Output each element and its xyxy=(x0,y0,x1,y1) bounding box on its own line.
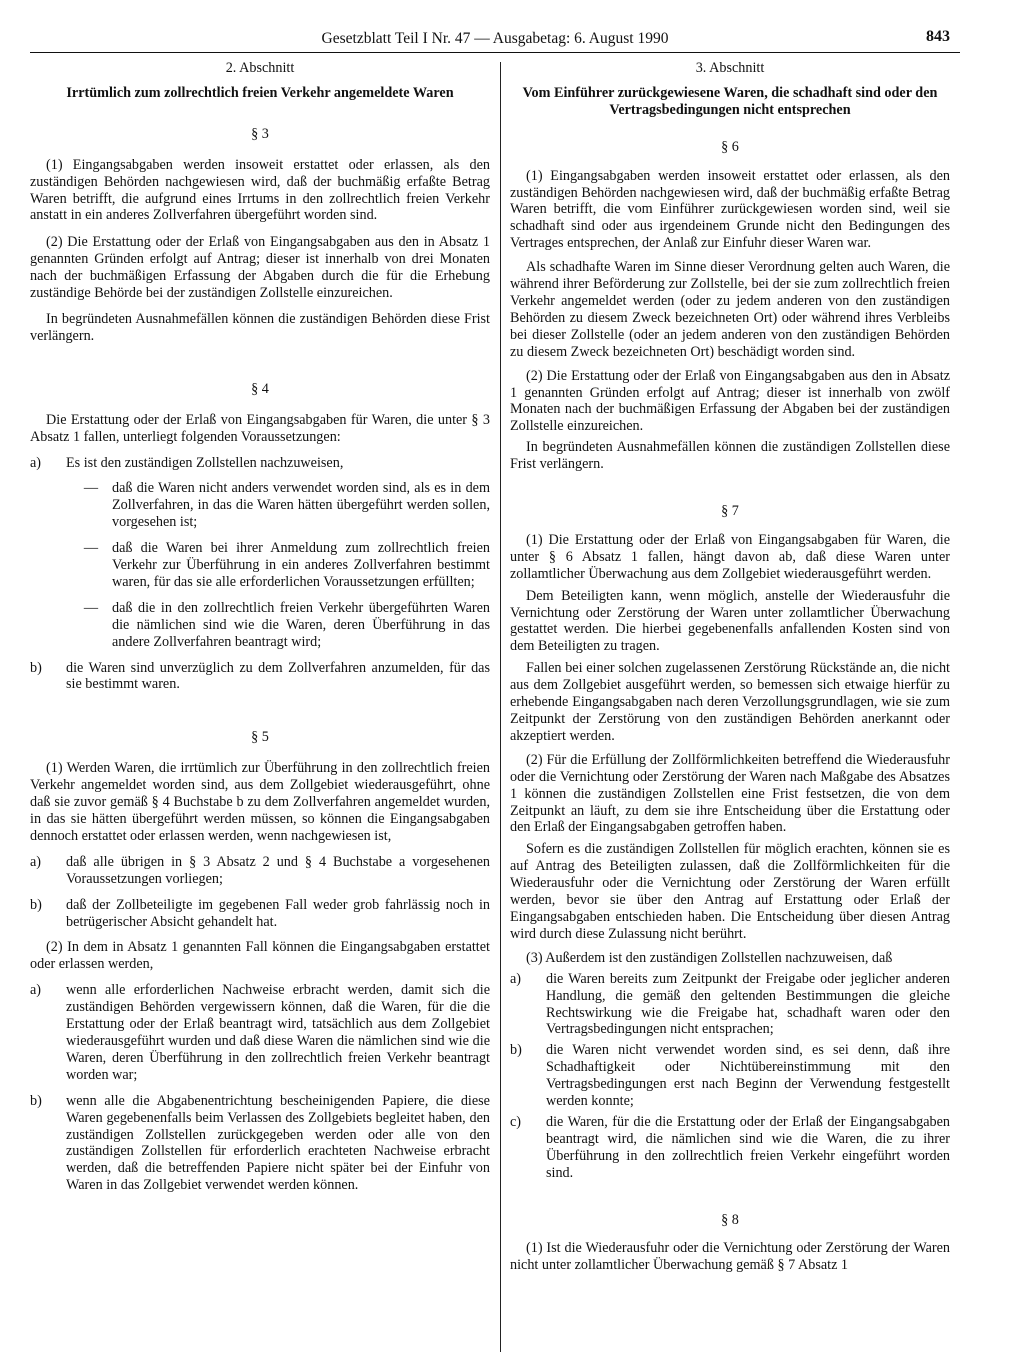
item-label: a) xyxy=(510,970,522,987)
paragraph-sign: § 7 xyxy=(721,503,739,520)
paragraph-text: (2) Die Erstattung oder der Erlaß von Eingangsabgaben aus den in Absatz 1 genannten Gründen erfolgt auf Antrag; dieser ist innerhalb von zwölf Monaten nach der buchmäßigen Erfassung der Abgaben bei der zuständigen Zollstelle einzureichen. xyxy=(510,367,950,435)
paragraph-text: In begründeten Ausnahmefällen können die zuständigen Zollstellen diese Frist verlängern. xyxy=(510,439,950,473)
paragraph-text: Als schadhafte Waren im Sinne dieser Verordnung gelten auch Waren, die während ihrer Beförderung zur Zollstelle, bei der sie zum zollrechtlich freien Verkehr angemeldet werden (oder zu jedem anderen von den zuständigen Behörden zu diesem Zweck bezeichneten Ort) oder während ihres Verbleibs bei dieser Zollstelle (oder an jedem anderen von den zuständigen Behörden zu diesem Zweck bezeichneten Ort) beschädigt worden sind. xyxy=(510,259,950,360)
item-label: a) xyxy=(30,853,42,870)
list-item xyxy=(30,1093,490,1194)
right-column xyxy=(510,60,950,1274)
item-label: b) xyxy=(30,1092,42,1109)
item-text: die Waren, für die die Erstattung oder der Erlaß der Eingangsabgaben beantragt wird, die nämlichen sind wie die Waren, die zu ihrer Überführung in den zollrechtlich freien Verkehr eingeführt worden sind. xyxy=(546,1113,950,1181)
item-text: die Waren nicht verwendet worden sind, es sei denn, daß ihre Schadhaftigkeit oder Nichtübereinstimmung mit den Vertragsbedingungen erst nach Beginn der Verwendung festgestellt werden konnte; xyxy=(546,1042,950,1110)
dash-label: — xyxy=(83,599,99,616)
item-text: die Waren bereits zum Zeitpunkt der Freigabe oder jeglicher anderen Handlung, die gemäß den geltenden Bestimmungen die gleiche Rechtswirkung wie die Freigabe hat, schadhaft waren oder den Vertragsbedingungen nicht entsprachen; xyxy=(546,970,950,1038)
paragraph-sign: § 8 xyxy=(721,1211,739,1228)
page-number: 843 xyxy=(926,28,950,45)
item-text: wenn alle erforderlichen Nachweise erbracht werden, damit sich die zuständigen Behörden vergewissern können, daß die Waren, für die die Erstattung oder der Erlaß beantragt wird, tatsächlich aus dem Zollgebiet wiederausgeführt wurden und daß diese Waren die nämlichen sind wie die Waren, deren Überführung in den zollrechtlich freien Verkehr beantragt worden war; xyxy=(66,982,490,1083)
dash-item xyxy=(70,600,490,651)
paragraph-text: Dem Beteiligten kann, wenn möglich, anstelle der Wiederausfuhr die Vernichtung oder Zerstörung der Waren unter zollamtlicher Überwachung gestattet werden. Die hierbei gegebenenfalls anfallenden Kosten sind von dem Beteiligten zu tragen. xyxy=(510,587,950,655)
list-item xyxy=(30,854,490,888)
paragraph-text: (2) In dem in Absatz 1 genannten Fall können die Eingangsabgaben erstattet oder erlassen werden, xyxy=(30,939,490,973)
item-label: c) xyxy=(510,1113,522,1130)
paragraph-text: (2) Die Erstattung oder der Erlaß von Eingangsabgaben aus den in Absatz 1 genannten Gründen erfolgt auf Antrag; dieser ist innerhalb von drei Monaten nach der buchmäßigen Erfassung der Abgaben durch die für die Erhebung zuständige Behörde bei der zuständigen Zollstelle einzureichen. xyxy=(30,234,490,302)
item-text: Es ist den zuständigen Zollstellen nachzuweisen, xyxy=(66,454,344,471)
paragraph-sign: § 3 xyxy=(251,125,269,142)
paragraph-text: (1) Eingangsabgaben werden insoweit erstattet oder erlassen, als den zuständigen Behörden nachgewiesen wird, daß der buchmäßig erfaßte Betrag Waren betrifft, die aufgrund eines Irrtums in den zollrechtlich freien Verkehr anstatt in ein anderes Zollverfahren übergeführt worden sind. xyxy=(30,156,490,224)
list-item xyxy=(30,455,490,472)
paragraph-text: Fallen bei einer solchen zugelassenen Zerstörung Rückstände an, die nicht aus dem Zollgebiet ausgeführt werden, so bemessen sich etwaige hierfür zu erhebende Eingangsabgaben nach deren Verzollungsgrundlagen, wie sie zum Zeitpunkt der Zerstörung von den zuständigen Behörden anerkannt oder akzeptiert werden. xyxy=(510,660,950,744)
paragraph-text: (1) Eingangsabgaben werden insoweit erstattet oder erlassen, als den zuständigen Behörden nachgewiesen wird, daß der buchmäßig erfaßte Betrag Waren betrifft, die vom Einführer zurückgewiesen worden sind, weil sie schadhaft sind oder aus irgendeinem Grunde nicht den Bedingungen des Vertrages entsprechen, der Anlaß zur Einfuhr dieser Waren war. xyxy=(510,167,950,252)
item-text: wenn alle die Abgabenentrichtung bescheinigenden Papiere, die diese Waren gegebenenfalls beim Verlassen des Zollgebiets begleitet haben, den zuständigen Zollstellen zurückgegeben werden oder alle von den zuständigen Zollstellen für erforderlich erachteten Nachweise erbracht werden, daß die betreffenden Papiere nicht später bei der Einfuhr von Waren in das Zollgebiet verwendet werden können. xyxy=(66,1092,490,1194)
item-label: a) xyxy=(30,982,42,999)
list-item xyxy=(30,982,490,1083)
item-label: a) xyxy=(30,454,42,471)
list-item xyxy=(510,1042,950,1110)
section-number: 2. Abschnitt xyxy=(225,60,295,76)
list-item xyxy=(510,1114,950,1182)
section-title: Irrtümlich zum zollrechtlich freien Verkehr angemeldete Waren xyxy=(66,84,454,101)
page-header xyxy=(30,28,960,53)
dash-label: — xyxy=(83,480,99,497)
dash-label: — xyxy=(83,540,99,557)
item-text: daß alle übrigen in § 3 Absatz 2 und § 4 Buchstabe a vorgesehenen Voraussetzungen vorliegen; xyxy=(66,853,490,887)
section-title: Vom Einführer zurückgewiesene Waren, die schadhaft sind oder den Vertragsbedingungen nicht entsprechen xyxy=(522,84,938,118)
dash-text: daß die in den zollrechtlich freien Verkehr übergeführten Waren die nämlichen sind wie die Waren, deren Überführung in das andere Zollverfahren beantragt wird; xyxy=(112,599,490,650)
paragraph-text: (3) Außerdem ist den zuständigen Zollstellen nachzuweisen, daß xyxy=(526,949,893,966)
paragraph-text: Die Erstattung oder der Erlaß von Eingangsabgaben für Waren, die unter § 3 Absatz 1 fallen, unterliegt folgenden Voraussetzungen: xyxy=(30,411,490,445)
item-label: b) xyxy=(30,659,42,676)
list-item xyxy=(30,660,490,694)
paragraph-text: (2) Für die Erfüllung der Zollförmlichkeiten betreffend die Wiederausfuhr oder die Vernichtung oder Zerstörung der Waren nach Maßgabe des Absatzes 1 können die zuständigen Zollstellen eine Frist festsetzen, die von dem Zeitpunkt an läuft, zu dem sie ihre Entscheidung über die Erstattung oder den Erlaß der Eingangsabgaben getroffen haben. xyxy=(510,751,950,836)
item-label: b) xyxy=(510,1042,522,1059)
paragraph-sign: § 4 xyxy=(251,380,269,397)
list-item xyxy=(30,897,490,931)
dash-item xyxy=(70,480,490,531)
paragraph-text: (1) Werden Waren, die irrtümlich zur Überführung in den zollrechtlich freien Verkehr angemeldet worden sind, aus dem Zollgebiet wiederausgeführt, ohne daß sie zuvor gemäß § 4 Buchstabe b zu dem Zollverfahren angemeldet wurden, in das sie hätten übergeführt werden müssen, so können die Eingangsabgaben dennoch erstattet oder erlassen werden, wenn nachgewiesen ist, xyxy=(30,760,490,844)
paragraph-sign: § 6 xyxy=(721,138,739,155)
section-number: 3. Abschnitt xyxy=(695,60,765,76)
item-label: b) xyxy=(30,896,42,913)
dash-text: daß die Waren bei ihrer Anmeldung zum zollrechtlich freien Verkehr zur Überführung in ein anderes Zollverfahren bestimmt waren, für das sie alle erforderlichen Voraussetzungen erfüllten; xyxy=(112,540,490,590)
paragraph-text: Sofern es die zuständigen Zollstellen für möglich erachten, können sie es auf Antrag des Beteiligten zulassen, daß die Zollförmlichkeiten für die Wiederausfuhr oder die Vernichtung oder Zerstörung der Waren erfüllt werden, bevor sie über den Antrag auf Erstattung oder Erlaß der Eingangsabgaben entschieden haben. Die Entscheidung über diesen Antrag wird durch diese Zulassung nicht berührt. xyxy=(510,841,950,942)
header-title: Gesetzblatt Teil I Nr. 47 — Ausgabetag: 6. August 1990 xyxy=(321,30,669,47)
item-text: die Waren sind unverzüglich zu dem Zollverfahren anzumelden, für das sie bestimmt waren. xyxy=(66,659,490,693)
list-item xyxy=(510,971,950,1039)
paragraph-sign: § 5 xyxy=(251,729,269,746)
dash-text: daß die Waren nicht anders verwendet worden sind, als es in dem Zollverfahren, in das die Waren hätten übergeführt werden sollen, vorgesehen ist; xyxy=(112,480,490,531)
item-text: daß der Zollbeteiligte im gegebenen Fall weder grob fahrlässig noch in betrügerischer Absicht gehandelt hat. xyxy=(66,896,490,930)
paragraph-text: (1) Ist die Wiederausfuhr oder die Vernichtung oder Zerstörung der Waren nicht unter zollamtlicher Überwachung gemäß § 7 Absatz 1 xyxy=(510,1240,950,1274)
dash-item xyxy=(70,540,490,591)
paragraph-text: (1) Die Erstattung oder der Erlaß von Eingangsabgaben für Waren, die unter § 6 Absatz 1 fallen, hängt davon ab, daß diese Waren unter zollamtlicher Überwachung aus dem Zollgebiet wiederausgeführt werden. xyxy=(510,531,950,582)
left-column xyxy=(30,60,490,1194)
column-divider xyxy=(500,62,501,1352)
paragraph-text: In begründeten Ausnahmefällen können die zuständigen Behörden diese Frist verlängern. xyxy=(30,310,490,344)
